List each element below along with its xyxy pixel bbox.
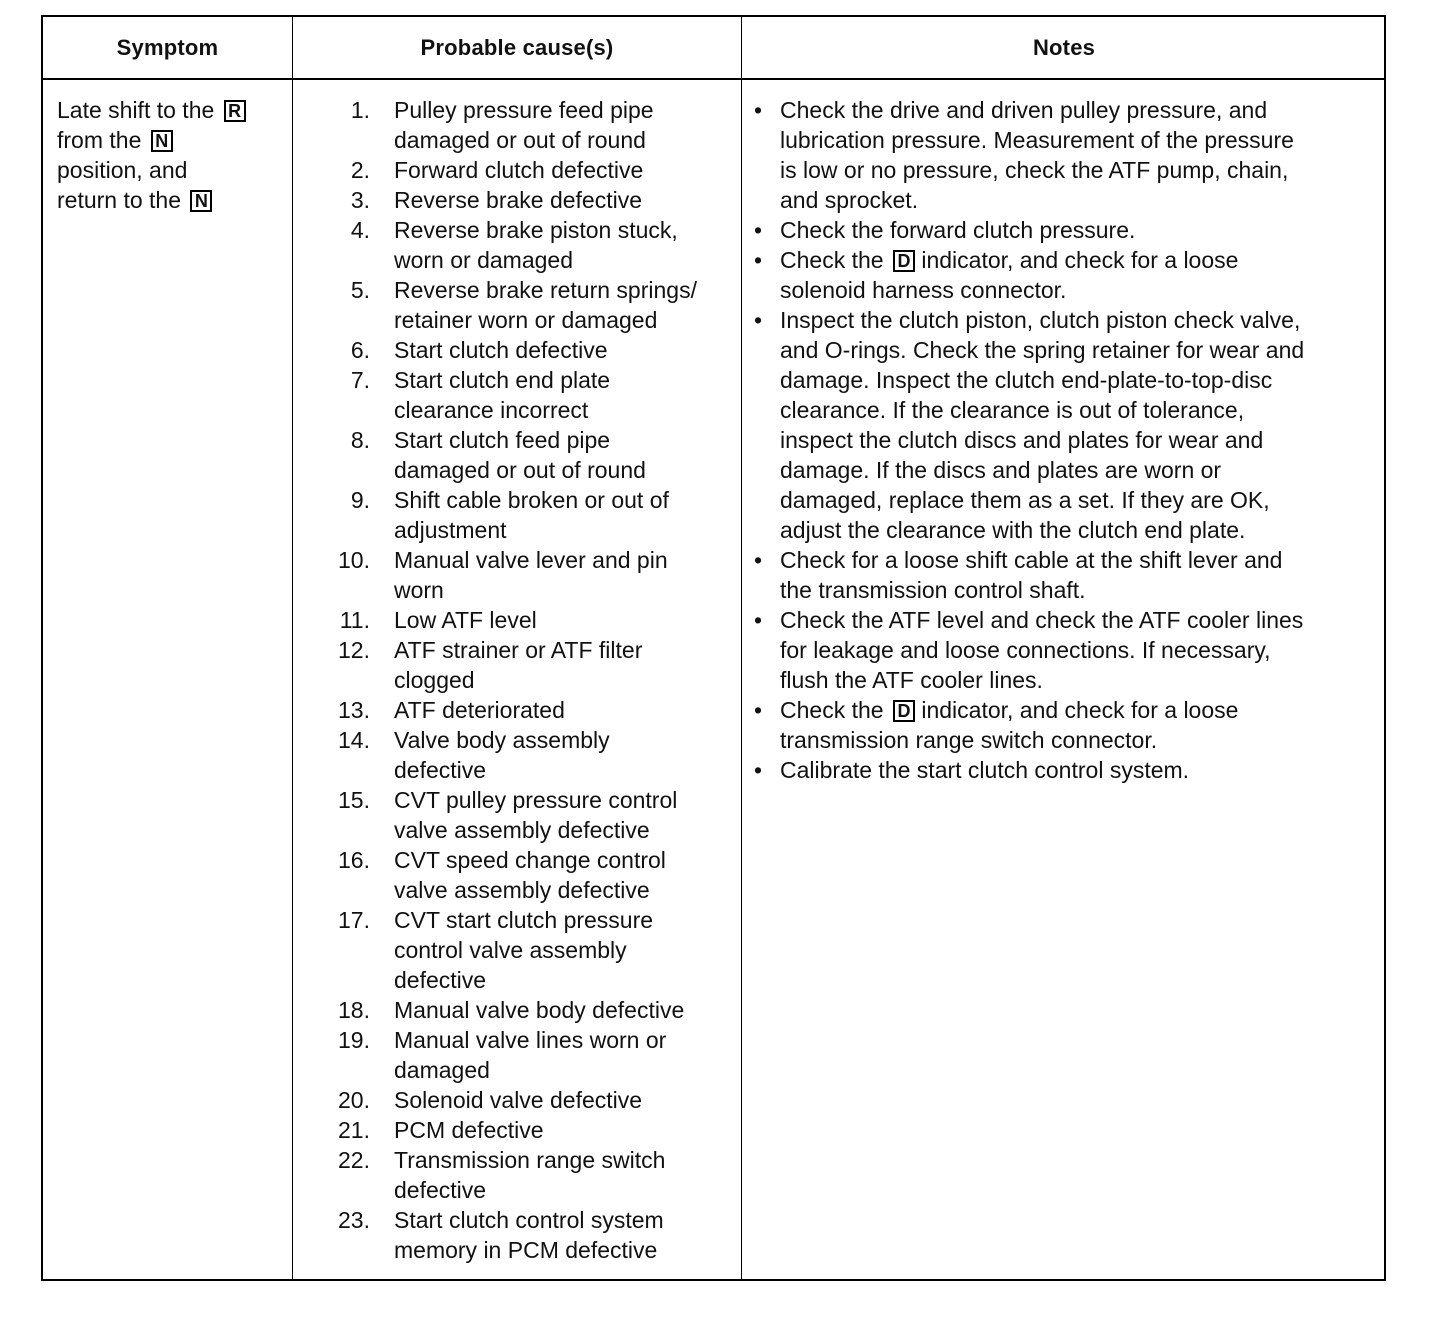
- cause-text-line: Start clutch feed pipe: [394, 427, 611, 453]
- note-text-line: [780, 485, 1384, 515]
- note-item: [754, 305, 1384, 545]
- bullet-icon: •: [754, 307, 763, 333]
- bullet-icon: •: [754, 697, 763, 723]
- cause-text: [394, 695, 733, 725]
- cause-text-line: Reverse brake defective: [394, 187, 643, 213]
- cause-text-line: CVT pulley pressure control: [394, 787, 678, 813]
- note-text-line: [780, 395, 1384, 425]
- cause-text-line: Manual valve lever and pin: [394, 547, 668, 573]
- gear-position-n-icon: N: [190, 190, 212, 212]
- cause-text-line: damaged or out of round: [394, 127, 646, 153]
- cause-number: 2.: [350, 157, 370, 183]
- cause-item: [313, 425, 733, 485]
- symptom-text: position, and: [57, 157, 188, 183]
- note-text-segment: and O-rings. Check the spring retainer for wear and: [780, 337, 1305, 363]
- note-text-segment: lubrication pressure. Measurement of the pressure: [780, 127, 1294, 153]
- cause-text-line: retainer worn or damaged: [394, 307, 658, 333]
- cause-text-line: Valve body assembly: [394, 727, 610, 753]
- cause-text-line: valve assembly defective: [394, 817, 650, 843]
- cause-number: 17.: [338, 907, 370, 933]
- cause-text: [394, 1115, 733, 1145]
- note-text-line: [780, 125, 1384, 155]
- cause-text: [394, 425, 733, 485]
- note-text: [780, 605, 1384, 695]
- cause-number: 4.: [350, 217, 370, 243]
- note-item: [754, 605, 1384, 695]
- note-text-segment: Check the: [780, 697, 890, 723]
- header-probable-causes: Probable cause(s): [420, 34, 614, 60]
- cause-text-line: clogged: [394, 667, 475, 693]
- cause-text-line: control valve assembly: [394, 937, 627, 963]
- note-text-line: [780, 365, 1384, 395]
- cause-text: [394, 275, 733, 335]
- note-text-line: [780, 275, 1384, 305]
- note-text-segment: indicator, and check for a loose: [914, 247, 1239, 273]
- cause-number: 22.: [338, 1147, 370, 1173]
- note-text-line: [780, 575, 1384, 605]
- symptom-text: Late shift to the: [57, 97, 215, 123]
- cause-item: [313, 1025, 733, 1085]
- header-symptom: Symptom: [116, 34, 219, 60]
- cause-number: 12.: [338, 637, 370, 663]
- cause-text-line: Solenoid valve defective: [394, 1087, 643, 1113]
- cause-number: 8.: [350, 427, 370, 453]
- cause-text: [394, 845, 733, 905]
- cause-item: [313, 1145, 733, 1205]
- cause-text: [394, 905, 733, 995]
- cause-number: 21.: [338, 1117, 370, 1143]
- header-notes: Notes: [1032, 34, 1096, 60]
- cause-text-line: Transmission range switch: [394, 1147, 666, 1173]
- cause-number: 13.: [338, 697, 370, 723]
- cause-item: [313, 605, 733, 635]
- cause-text-line: Shift cable broken or out of: [394, 487, 669, 513]
- note-text-line: [780, 665, 1384, 695]
- note-text-segment: Check for a loose shift cable at the shift lever and: [780, 547, 1283, 573]
- note-item: [754, 215, 1384, 245]
- note-item: [754, 545, 1384, 605]
- note-text-line: [780, 755, 1384, 785]
- cause-text-line: worn or damaged: [394, 247, 573, 273]
- bullet-icon: •: [754, 757, 763, 783]
- note-text-segment: Check the drive and driven pulley pressure, and: [780, 97, 1268, 123]
- cause-text: [394, 155, 733, 185]
- note-text: [780, 95, 1384, 215]
- cause-text-line: Pulley pressure feed pipe: [394, 97, 654, 123]
- note-text-segment: Inspect the clutch piston, clutch piston check valve,: [780, 307, 1301, 333]
- note-text-segment: damage. Inspect the clutch end-plate-to-top-disc: [780, 367, 1273, 393]
- cause-item: [313, 545, 733, 605]
- cause-item: [313, 185, 733, 215]
- note-text-segment: inspect the clutch discs and plates for wear and: [780, 427, 1264, 453]
- note-text-segment: clearance. If the clearance is out of tolerance,: [780, 397, 1245, 423]
- cause-number: 3.: [350, 187, 370, 213]
- troubleshooting-table: [41, 15, 1386, 1281]
- cause-text-line: damaged or out of round: [394, 457, 646, 483]
- cause-text: [394, 1145, 733, 1205]
- cause-text: [394, 95, 733, 155]
- note-text-line: [780, 335, 1384, 365]
- cause-number: 23.: [338, 1207, 370, 1233]
- note-text-line: [780, 605, 1384, 635]
- cause-text: [394, 1205, 733, 1265]
- cause-item: [313, 1085, 733, 1115]
- causes-cell: [313, 95, 733, 1265]
- cause-text-line: Low ATF level: [394, 607, 537, 633]
- cause-item: [313, 905, 733, 995]
- cause-item: [313, 785, 733, 845]
- bullet-icon: •: [754, 97, 763, 123]
- note-text-segment: indicator, and check for a loose: [914, 697, 1239, 723]
- cause-text: [394, 1085, 733, 1115]
- gear-position-n-icon: N: [151, 130, 173, 152]
- column-divider-causes: [741, 17, 742, 1279]
- note-text-segment: the transmission control shaft.: [780, 577, 1086, 603]
- cause-number: 16.: [338, 847, 370, 873]
- note-text-segment: damage. If the discs and plates are worn or: [780, 457, 1222, 483]
- symptom-line: [57, 155, 287, 185]
- cause-number: 6.: [350, 337, 370, 363]
- note-text-line: [780, 215, 1384, 245]
- cause-text-line: Reverse brake return springs/: [394, 277, 697, 303]
- cause-text-line: memory in PCM defective: [394, 1237, 658, 1263]
- cause-text-line: PCM defective: [394, 1117, 544, 1143]
- note-text-segment: adjust the clearance with the clutch end plate.: [780, 517, 1246, 543]
- notes-cell: [754, 95, 1384, 785]
- cause-number: 1.: [350, 97, 370, 123]
- cause-item: [313, 275, 733, 335]
- note-text-segment: solenoid harness connector.: [780, 277, 1067, 303]
- bullet-icon: •: [754, 607, 763, 633]
- note-text-line: [780, 245, 1384, 275]
- note-text-line: [780, 305, 1384, 335]
- note-item: [754, 755, 1384, 785]
- symptom-cell: [57, 95, 287, 215]
- note-text: [780, 755, 1384, 785]
- header-divider: [43, 78, 1384, 80]
- cause-item: [313, 215, 733, 275]
- note-text-segment: Check the ATF level and check the ATF cooler lines: [780, 607, 1304, 633]
- note-text-segment: is low or no pressure, check the ATF pump, chain,: [780, 157, 1289, 183]
- cause-text-line: clearance incorrect: [394, 397, 589, 423]
- note-text-line: [780, 425, 1384, 455]
- cause-text-line: defective: [394, 967, 487, 993]
- cause-text-line: defective: [394, 1177, 487, 1203]
- note-text-segment: Calibrate the start clutch control system.: [780, 757, 1190, 783]
- cause-text-line: valve assembly defective: [394, 877, 650, 903]
- note-text-segment: transmission range switch connector.: [780, 727, 1158, 753]
- cause-text-line: CVT start clutch pressure: [394, 907, 654, 933]
- cause-text: [394, 725, 733, 785]
- cause-text-line: worn: [394, 577, 444, 603]
- cause-item: [313, 635, 733, 695]
- column-divider-symptom: [292, 17, 293, 1279]
- cause-text-line: Manual valve lines worn or: [394, 1027, 667, 1053]
- note-text: [780, 215, 1384, 245]
- cause-text-line: defective: [394, 757, 487, 783]
- note-text-segment: Check the forward clutch pressure.: [780, 217, 1136, 243]
- cause-text-line: damaged: [394, 1057, 490, 1083]
- note-item: [754, 695, 1384, 755]
- note-text-line: [780, 515, 1384, 545]
- cause-text-line: ATF deteriorated: [394, 697, 565, 723]
- cause-item: [313, 695, 733, 725]
- note-text-line: [780, 545, 1384, 575]
- bullet-icon: •: [754, 217, 763, 243]
- cause-item: [313, 1115, 733, 1145]
- cause-text: [394, 545, 733, 605]
- cause-text-line: ATF strainer or ATF filter: [394, 637, 643, 663]
- note-text-line: [780, 95, 1384, 125]
- cause-text: [394, 605, 733, 635]
- note-text: [780, 695, 1384, 755]
- cause-number: 14.: [338, 727, 370, 753]
- symptom-line: [57, 185, 287, 215]
- cause-number: 15.: [338, 787, 370, 813]
- cause-text-line: Start clutch defective: [394, 337, 608, 363]
- cause-item: [313, 485, 733, 545]
- cause-text-line: Forward clutch defective: [394, 157, 644, 183]
- cause-text-line: Reverse brake piston stuck,: [394, 217, 678, 243]
- cause-text-line: adjustment: [394, 517, 507, 543]
- cause-text: [394, 185, 733, 215]
- note-text-segment: damaged, replace them as a set. If they are OK,: [780, 487, 1270, 513]
- cause-number: 10.: [338, 547, 370, 573]
- symptom-text: from the: [57, 127, 142, 153]
- cause-number: 11.: [339, 607, 370, 633]
- cause-item: [313, 995, 733, 1025]
- note-text: [780, 245, 1384, 305]
- note-text: [780, 545, 1384, 605]
- gear-position-d-icon: D: [893, 700, 915, 722]
- note-text-segment: and sprocket.: [780, 187, 919, 213]
- note-text-segment: for leakage and loose connections. If necessary,: [780, 637, 1271, 663]
- cause-item: [313, 725, 733, 785]
- note-item: [754, 95, 1384, 215]
- cause-item: [313, 365, 733, 425]
- symptom-text: return to the: [57, 187, 182, 213]
- cause-text: [394, 485, 733, 545]
- note-text-segment: Check the: [780, 247, 890, 273]
- symptom-line: [57, 95, 287, 125]
- symptom-line: [57, 125, 287, 155]
- cause-number: 20.: [338, 1087, 370, 1113]
- bullet-icon: •: [754, 547, 763, 573]
- cause-number: 9.: [350, 487, 370, 513]
- cause-text-line: Manual valve body defective: [394, 997, 685, 1023]
- cause-number: 7.: [350, 367, 370, 393]
- cause-item: [313, 845, 733, 905]
- cause-number: 5.: [350, 277, 370, 303]
- gear-position-d-icon: D: [893, 250, 915, 272]
- cause-text-line: Start clutch end plate: [394, 367, 611, 393]
- note-text-line: [780, 725, 1384, 755]
- note-text-line: [780, 635, 1384, 665]
- bullet-icon: •: [754, 247, 763, 273]
- cause-text: [394, 365, 733, 425]
- cause-text: [394, 1025, 733, 1085]
- cause-number: 18.: [338, 997, 370, 1023]
- note-item: [754, 245, 1384, 305]
- note-text-line: [780, 155, 1384, 185]
- cause-item: [313, 335, 733, 365]
- cause-text: [394, 635, 733, 695]
- note-text-line: [780, 455, 1384, 485]
- cause-text-line: CVT speed change control: [394, 847, 666, 873]
- cause-text: [394, 215, 733, 275]
- note-text: [780, 305, 1384, 545]
- cause-item: [313, 95, 733, 155]
- cause-text: [394, 995, 733, 1025]
- note-text-segment: flush the ATF cooler lines.: [780, 667, 1043, 693]
- cause-text: [394, 785, 733, 845]
- gear-position-r-icon: R: [224, 100, 246, 122]
- cause-item: [313, 155, 733, 185]
- cause-text-line: Start clutch control system: [394, 1207, 664, 1233]
- note-text-line: [780, 185, 1384, 215]
- note-text-line: [780, 695, 1384, 725]
- cause-item: [313, 1205, 733, 1265]
- cause-text: [394, 335, 733, 365]
- cause-number: 19.: [338, 1027, 370, 1053]
